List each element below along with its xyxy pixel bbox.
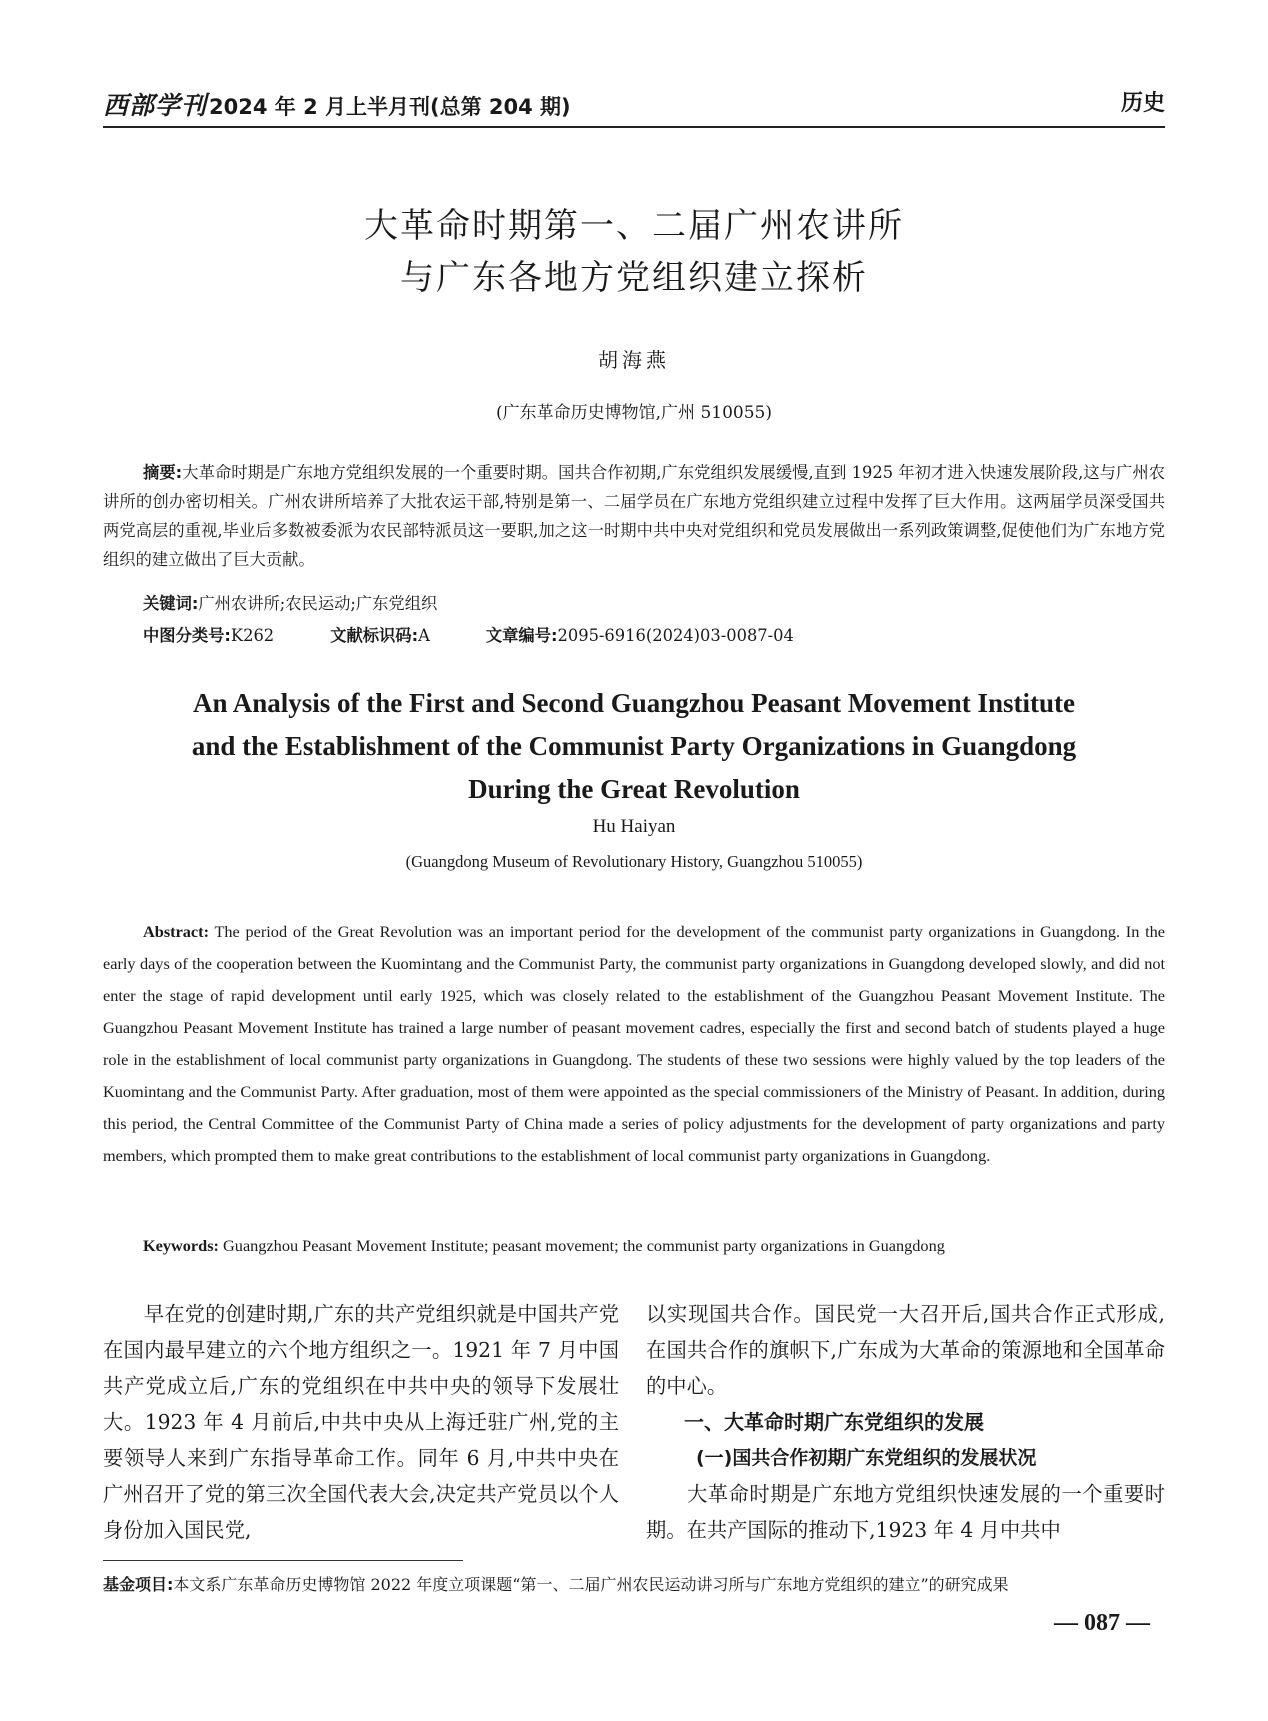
en-affiliation: (Guangdong Museum of Revolutionary History, Guangzhou 510055) [405,852,863,871]
section-label: 历史 [1120,91,1165,116]
article-no-label: 文章编号: [485,626,558,645]
en-title-line1: An Analysis of the First and Second Guangzhou Peasant Movement Institute [192,688,1076,718]
footnote-text: 本文系广东革命历史博物馆 2022 年度立项课题“第一、二届广州农民运动讲习所与广东地方党组织的建立”的研究成果 [173,1575,1009,1594]
body-paragraph-continued: 以实现国共合作。国民党一大召开后,国共合作正式形成,在国共合作的旗帜下,广东成为大革命的策源地和全国革命的中心。 [646,1302,1165,1398]
body-left-column [103,1296,619,1548]
cn-abstract-text: 大革命时期是广东地方党组织发展的一个重要时期。国共合作初期,广东党组织发展缓慢,直到 1925 年初才进入快速发展阶段,这与广州农讲所的创办密切相关。广州农讲所培养了大批农运干部,特别是第一、二届学员在广东地方党组织建立过程中发挥了巨大作用。这两届学员深受国共两党高层的重视,毕业后多数被委派为农民部特派员这一要职,加之这一时期中共中央对党组织和党员发展做出一系列政策调整,促使他们为广东地方党组织的建立做出了巨大贡献。 [103,463,1165,569]
en-keywords [143,1236,945,1256]
cn-author: 胡海燕 [598,348,670,372]
en-keywords-label: Keywords: [143,1236,219,1255]
page-number: — 087 — [1054,1610,1150,1636]
clc-value: K262 [230,626,275,645]
cn-affiliation: (广东革命历史博物馆,广州 510055) [496,403,772,423]
running-header [103,86,1165,120]
cn-keywords-text: 广州农讲所;农民运动;广东党组织 [198,594,438,613]
cn-title-line1: 大革命时期第一、二届广州农讲所 [364,206,904,246]
body-paragraph: 早在党的创建时期,广东的共产党组织就是中国共产党在国内最早建立的六个地方组织之一。1921 年 7 月中国共产党成立后,广东的党组织在中共中央的领导下发展壮大。1923 年 4 月前后,中共中央从上海迁驻广州,党的主要领导人来到广东指导革命工作。同年 6 月,中共中央在广州召开了党的第三次全国代表大会,决定共产党员以个人身份加入国民党, [103,1302,619,1542]
doc-code-value: A [418,626,430,645]
article-no-value: 2095-6916(2024)03-0087-04 [557,626,794,645]
body-paragraph: 大革命时期是广东地方党组织快速发展的一个重要时期。在共产国际的推动下,1923 年 4 月中共中 [646,1482,1165,1542]
en-author: Hu Haiyan [592,816,676,837]
clc-field [143,622,274,646]
cn-title-line2: 与广东各地方党组织建立探析 [400,258,868,298]
en-keywords-text: Guangzhou Peasant Movement Institute; peasant movement; the communist party organizations in Guangdong [223,1236,945,1255]
cn-abstract-label: 摘要: [143,463,183,482]
footnote-label: 基金项目: [103,1575,174,1594]
en-title-line2: and the Establishment of the Communist Party Organizations in Guangdong [191,731,1077,761]
footnote [103,1572,1009,1595]
section-heading-1: 一、大革命时期广东党组织的发展 [684,1410,984,1434]
clc-label: 中图分类号: [143,626,231,645]
doc-code-field [330,622,430,646]
article-no-field [486,622,794,646]
cn-keywords [143,590,437,614]
subsection-heading-1: (一)国共合作初期广东党组织的发展状况 [696,1447,1037,1469]
footnote-rule [103,1560,463,1561]
en-abstract-text: The period of the Great Revolution was an important period for the development of the communist party organizations in Guangdong. In the early days of the cooperation between the Kuomintang and the Communist Party, the communist party organizations in Guangdong developed slowly, and did not enter the stage of rapid development until early 1925, which was closely related to the establishment of the Guangzhou Peasant Movement Institute. The Guangzhou Peasant Movement Institute has trained a large number of peasant movement cadres, especially the first and second batch of students played a huge role in the establishment of local communist party organizations in Guangdong. The students of these two sessions were highly valued by the top leaders of the Kuomintang and the Communist Party. After graduation, most of them were appointed as the special commissioners of the Ministry of Peasant. In addition, during this period, the Central Committee of the Communist Party of China made a series of policy adjustments for the development of party organizations and party members, which prompted them to make great contributions to the establishment of local communist party organizations in Guangdong. [103,922,1165,1165]
header-rule [103,126,1165,128]
en-abstract [103,916,1165,1172]
en-title-line3: During the Great Revolution [468,774,800,804]
doc-code-label: 文献标识码: [330,626,419,645]
cn-abstract [103,458,1165,574]
header-left [103,86,571,122]
journal-logo: 西部学刊 [103,91,208,120]
cn-keywords-label: 关键词: [143,594,199,613]
body-right-column [646,1296,1165,1548]
issue-info: 2024 年 2 月上半月刊(总第 204 期) [209,95,571,119]
en-abstract-label: Abstract: [143,922,210,941]
classification-line [143,622,850,646]
